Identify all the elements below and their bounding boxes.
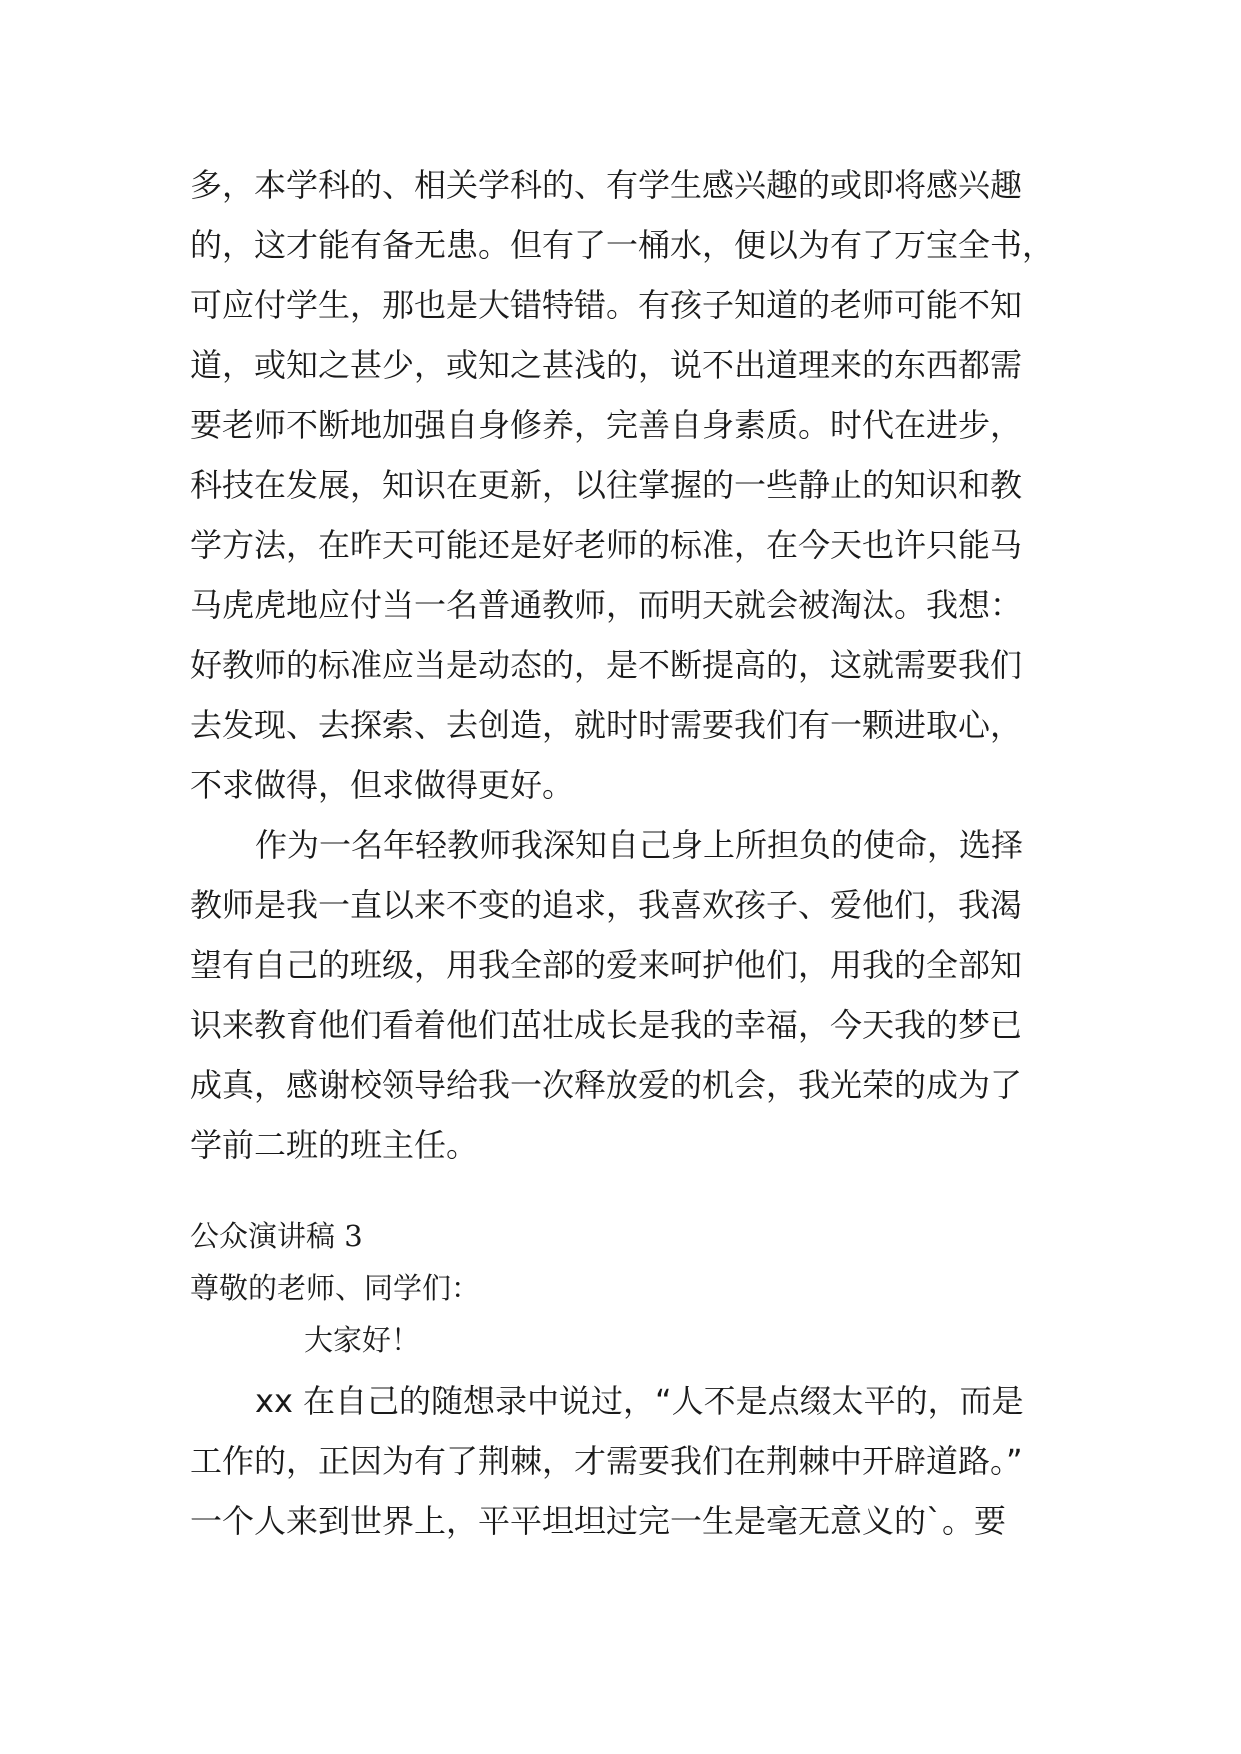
body-line: 好教师的标准应当是动态的，是不断提高的，这就需要我们: [190, 646, 1023, 684]
body-line: 教师是我一直以来不变的追求，我喜欢孩子、爱他们，我渴: [190, 886, 1023, 924]
paragraph-first-line: xx 在自己的随想录中说过，“人不是点缀太平的，而是: [255, 1382, 1024, 1420]
body-line: 成真，感谢校领导给我一次释放爱的机会，我光荣的成为了: [190, 1066, 1023, 1104]
body-line: 学前二班的班主任。: [190, 1126, 479, 1164]
body-line: 马虎虎地应付当一名普通教师，而明天就会被淘汰。我想：: [190, 586, 1023, 624]
body-line: 工作的，正因为有了荆棘，才需要我们在荆棘中开辟道路。”: [190, 1442, 1023, 1480]
body-line: 望有自己的班级，用我全部的爱来呵护他们，用我的全部知: [190, 946, 1023, 984]
greeting: 大家好！: [304, 1323, 421, 1357]
body-line: 要老师不断地加强自身修养，完善自身素质。时代在进步，: [190, 406, 1023, 444]
section-title: 公众演讲稿 3: [190, 1219, 363, 1253]
salutation: 尊敬的老师、同学们：: [190, 1271, 481, 1305]
body-line: 识来教育他们看着他们茁壮成长是我的幸福，今天我的梦已: [190, 1006, 1023, 1044]
body-line: 学方法，在昨天可能还是好老师的标准，在今天也许只能马: [190, 526, 1023, 564]
body-line: 一个人来到世界上，平平坦坦过完一生是毫无意义的`。要: [190, 1502, 1007, 1540]
body-line: 科技在发展，知识在更新，以往掌握的一些静止的知识和教: [190, 466, 1023, 504]
body-line: 不求做得，但求做得更好。: [190, 766, 575, 804]
paragraph-first-line: 作为一名年轻教师我深知自己身上所担负的使命，选择: [255, 826, 1024, 864]
body-line: 去发现、去探索、去创造，就时时需要我们有一颗进取心，: [190, 706, 1023, 744]
body-line: 多，本学科的、相关学科的、有学生感兴趣的或即将感兴趣: [190, 166, 1023, 204]
body-line: 道，或知之甚少，或知之甚浅的，说不出道理来的东西都需: [190, 346, 1023, 384]
body-line: 可应付学生，那也是大错特错。有孩子知道的老师可能不知: [190, 286, 1023, 324]
body-line: 的，这才能有备无患。但有了一桶水，便以为有了万宝全书，: [190, 226, 1055, 264]
